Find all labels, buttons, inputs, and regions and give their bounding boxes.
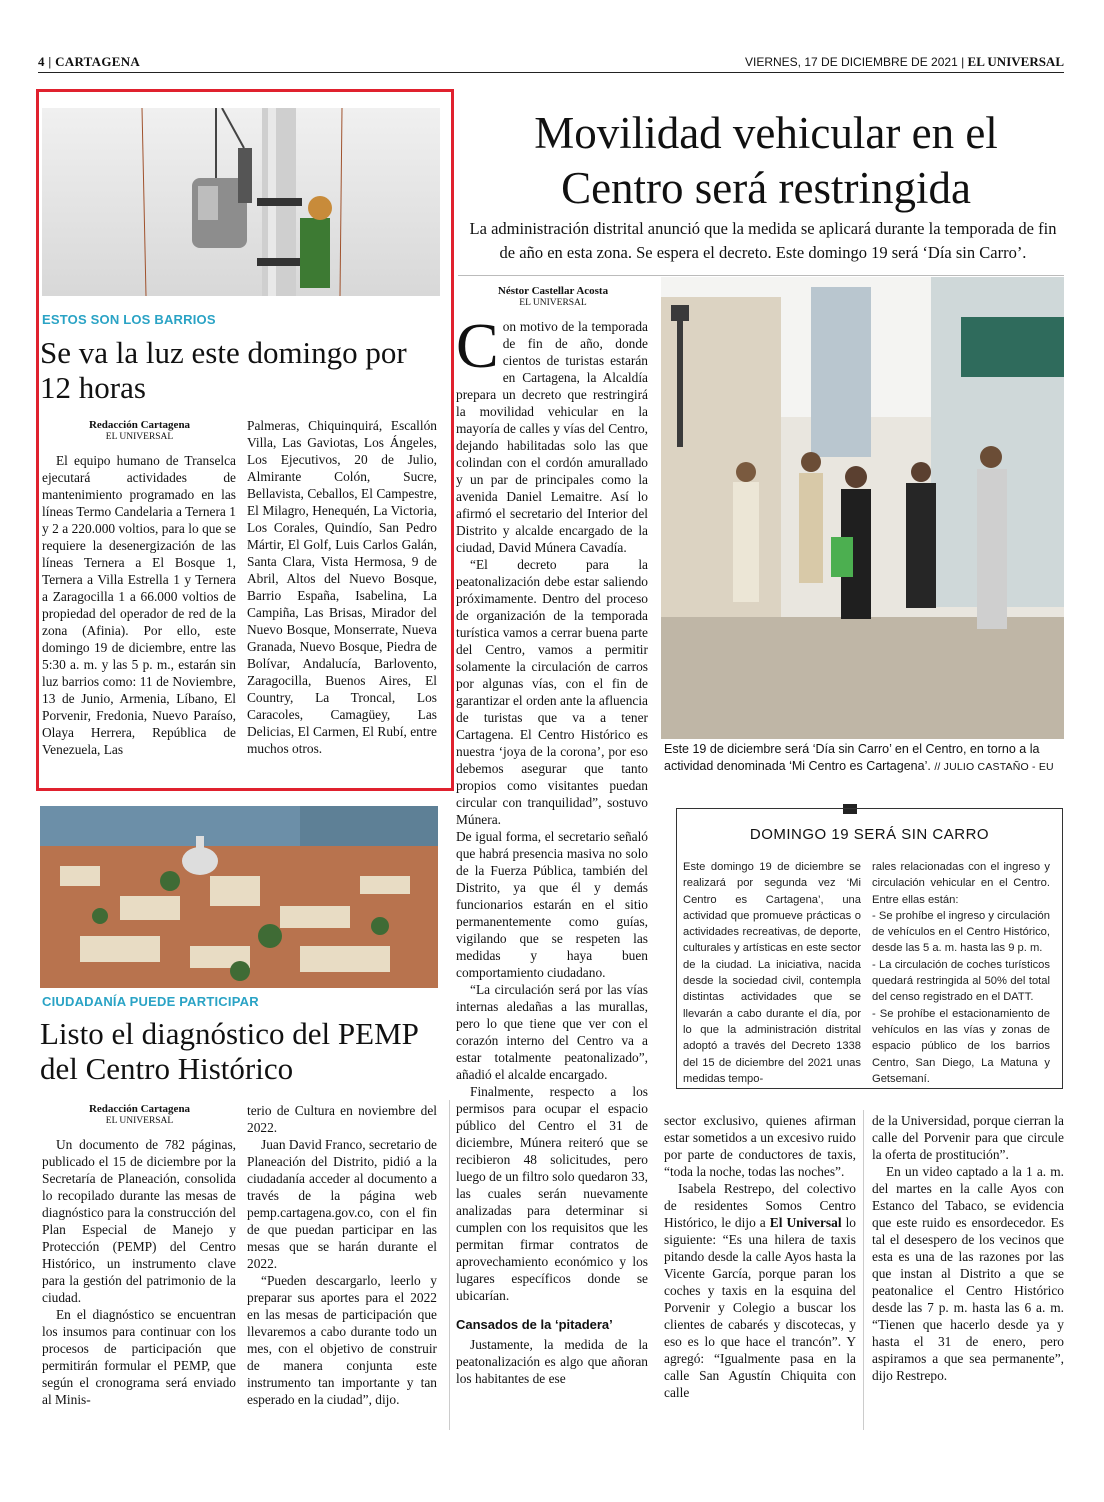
photo-caption (664, 741, 1064, 776)
movilidad-paragraph-2: “El decreto para la peatonalización debe estar saliendo próximamente. Dentro del proceso de organización de la temporada turística vamos a cerrar buena parte del Centro, vamos a permitir solamente la circulación de carros por algunas vías, con el fin de garantizar el orden ante la afluencia de turistas que va a tener Cartagena. El Centro Histórico es nuestra ‘joya de la corona’, por eso debemos asegurar que tanto propios como visitantes puedan circular con tranquilidad”, sostuvo Múnera. (456, 557, 648, 827)
sidebar-col-1 (683, 859, 861, 1087)
sidebar-title: DOMINGO 19 SERÁ SIN CARRO (749, 826, 990, 843)
luz-col-1 (42, 452, 236, 758)
movilidad-paragraph-10: En un video captado a la 1 a. m. del martes en la calle Ayos con Estanco del Tabaco, se evidencia que este ruido es ensordecedor. Es tal el desespero de los vecinos que esta es una de las razones por las que instan al Distrito a que se peatonalice el Centro Histórico desde las 7 p. m. hasta las 6 a. m. “Tienen que hacerlo desde ya y hasta el 31 de enero, pero aspiramos a que sea permanente”, dijo Restrepo. (872, 1164, 1064, 1383)
movilidad-paragraph-6: Justamente, la medida de la peatonalización es algo que añoran los habitantes de ese (456, 1337, 648, 1386)
movilidad-headline: Movilidad vehicular en el Centro será restringida (534, 108, 998, 213)
column-rule (863, 1110, 864, 1430)
photo-aerial-centro (40, 806, 438, 988)
deck-rule (458, 275, 1064, 276)
sidebar-bullet-3: - Se prohíbe el estacionamiento de vehículos en las vías y zonas de espacio público de los barrios Centro, San Diego, La Matuna y Getsemaní. (872, 1007, 1050, 1085)
movilidad-paragraph-7: sector exclusivo, quienes afirman estar sometidos a un excesivo ruido por parte de conductores de taxis, “toda la noche, todas las noches”. (664, 1113, 856, 1179)
header-rule (38, 72, 1064, 73)
intro-text: on motivo de la temporada de fin de año, donde cientos de turistas estarán en Cartagena, la Alcaldía prepara un decreto que restringirá la movilidad vehicular en la mayoría de calles y vías del Centro, dejando habilitadas solo las que colindan con el cordón amurallado y un par de principales como la avenida Daniel Lemaitre. Así lo afirmó el secretario del Interior del Distrito y alcalde encargado de la ciudad, David Múnera Cavadía. (456, 319, 648, 555)
pemp-paragraph-4: Juan David Franco, secretario de Planeación del Distrito, pidió a la ciudadanía acceder al documento a través de la página web pemp.cartagena.gov.co, con el fin de que puedan participar en las mesas que se harán durante el 2022. (247, 1137, 437, 1271)
quote-post: lo siguiente: “Es una hilera de taxis pitando desde la calle Ayos hasta la Vicente García, porque paran los coches y taxis en la esquina del Porvenir y Colegio a buscar los clientes de cabarés y discotecas, y eso es lo que hace el trancón”. Y agregó: “Igualmente pasa en la calle San Agustín Chiquita con calle (664, 1215, 857, 1400)
pemp-byline (42, 1103, 237, 1127)
column-rule (449, 1100, 450, 1430)
luz-byline (42, 419, 237, 443)
movilidad-paragraph-5: Finalmente, respecto a los permisos para ocupar el espacio público del Centro el 31 de diciembre, Múnera reiteró que se recibieron 48 solicitudes, pero luego de un filtro solo quedaron 33, las cuales serán nuevamente analizadas para determinar si cumplen con los requisitos que les permitan firmar contratos de aprovechamiento económico y los lugares específicos donde se ubicarían. (456, 1084, 648, 1303)
quote-paper: El Universal (769, 1215, 842, 1230)
movilidad-intro (456, 310, 648, 556)
luz-byline-org: EL UNIVERSAL (105, 432, 174, 442)
sidebar-col-2 (872, 859, 1050, 1087)
paper-name: EL UNIVERSAL (967, 54, 1064, 69)
movilidad-col-1 (456, 310, 648, 1387)
movilidad-byline-name: Néstor Castellar Acosta (497, 285, 609, 297)
movilidad-paragraph-4: “La circulación será por las vías internas aledañas a las murallas, pero lo que tiene que ver con el corazón interno del Centro va a estar totalmente peatonalizado”, añadió el alcalde encargado. (456, 982, 648, 1082)
pemp-paragraph-1: Un documento de 782 páginas, publicado el 15 de diciembre por la Secretaría de Planeación, consolida lo recopilado durante las mesas de diagnóstico para la construcción del Plan Especial de Manejo y Protección (PEMP) del Centro Histórico, un instrumento clave para la gestión del patrimonio de la ciudad. (42, 1137, 236, 1305)
pemp-paragraph-3: terio de Cultura en noviembre del 2022. (247, 1103, 437, 1135)
luz-paragraph: El equipo humano de Transelca ejecutará actividades de mantenimiento programado en las líneas Termo Candelaria a Ternera 1 y 2 a 220.000 voltios, para lo que se requiere la desenergización de las líneas Ternera a El Bosque 1, Ternera a Villa Estrella 1 y Ternera a Zaragocilla 1 a 66.000 voltios de propiedad del operador de red de la zona (Afinia). Por ello, este domingo 19 de diciembre, entre las 5:30 a. m. y las 5 p. m., estarán sin luz barrios como: 11 de Noviembre, 13 de Junio, Armenia, Líbano, El Porvenir, Fredonia, Nuevo Paraíso, Olaya Herrera, República de Venezuela, Las (42, 453, 236, 757)
pemp-kicker: CIUDADANÍA PUEDE PARTICIPAR (42, 994, 259, 1009)
sidebar-box (676, 808, 1063, 1089)
page-section: 4 | CARTAGENA (38, 54, 141, 69)
quote-pre: Isabela Restrepo, del colectivo de residentes Somos Centro Histórico, le dijo a (664, 1181, 856, 1230)
pemp-byline-org: EL UNIVERSAL (105, 1116, 174, 1126)
photo-power-pole (42, 108, 440, 296)
movilidad-byline (458, 285, 648, 309)
dropcap: C (456, 310, 499, 381)
luz-col-2 (247, 417, 437, 757)
movilidad-paragraph-8 (664, 1180, 856, 1401)
subhead-pitadera: Cansados de la ‘pitadera’ (456, 1317, 613, 1332)
sidebar-bullet-2: - La circulación de coches turísticos quedará restringida al 50% del total del censo registrado en el DATT. (872, 958, 1050, 1004)
sidebar-text-2: rales relacionadas con el ingreso y circulación vehicular en el Centro. Entre ellas están: (872, 861, 1050, 906)
movilidad-paragraph-3: De igual forma, el secretario señaló que habrá presencia masiva no solo de la Fuerza Pública, también del Distrito, ya que él y demás funcionarios estarán en el sitio permanentemente como guías, vigilando que se respeten las medidas y haya buen comportamiento ciudadano. (456, 829, 648, 980)
date-text: VIERNES, 17 DE DICIEMBRE DE 2021 | (745, 55, 965, 69)
pemp-byline-name: Redacción Cartagena (88, 1103, 191, 1115)
page-date (745, 54, 1064, 70)
movilidad-byline-org: EL UNIVERSAL (519, 298, 587, 308)
caption-text: Este 19 de diciembre será ‘Día sin Carro’ en el Centro, en torno a la actividad denominada ‘Mi Centro es Cartagena’. (664, 742, 1040, 773)
sidebar-bullet-1: - Se prohíbe el ingreso y circulación de vehículos en el Centro Histórico, desde las 5 a. m. hasta las 9 p. m. (872, 909, 1050, 955)
luz-paragraph-2: Palmeras, Chiquinquirá, Escallón Villa, Las Gaviotas, Los Ángeles, Los Ejecutivos, 20 de Julio, Almirante Colón, Sucre, Bellavista, Ceballos, El Campestre, El Milagro, Henequén, La Victoria, Los Corales, Quindío, San Pedro Mártir, El Golf, Luis Carlos Galán, Santa Clara, Vista Hermosa, 9 de Abril, Altos del Nuevo Bosque, Barrio España, Isabelina, La Campiña, Las Brisas, Mirador del Nuevo Bosque, Monserrate, Nueva Granada, Nuevo Bosque, Piedra de Bolívar, Andalucía, Barlovento, Zaragocilla, Buenos Aires, El Country, La Troncal, Los Caracoles, Camagüey, Las Delicias, El Carmen, El Rubí, entre muchos otros. (247, 418, 437, 756)
pemp-col-1 (42, 1136, 236, 1408)
movilidad-col-3 (872, 1112, 1064, 1384)
photo-street-centro (661, 277, 1064, 739)
pemp-col-2 (247, 1102, 437, 1408)
sidebar-text-1: Este domingo 19 de diciembre se realizará por segunda vez ‘Mi Centro es Cartagena’, una actividad que promueve prácticas o actividades recreativas, de deporte, culturales y artísticas en este sector de la ciudad. La iniciativa, nacida desde la sociedad civil, contempla distintas actividades que se llevarán a cabo durante el día, por lo que la administración distrital adoptó a través del Decreto 1338 del 15 de diciembre del 2021 unas medidas tempo- (683, 861, 861, 1085)
pemp-paragraph-2: En el diagnóstico se encuentran los insumos para continuar con los procesos de participación que permitirán formular el PEMP, que según el cronograma será enviado al Minis- (42, 1307, 236, 1407)
movilidad-deck: La administración distrital anunció que la medida se aplicará durante la temporada de fin de año en esta zona. Se espera el decreto. Este domingo 19 será ‘Día sin Carro’. (469, 219, 1057, 262)
movilidad-paragraph-9: de la Universidad, porque cierran la calle del Porvenir para que circule la oferta de prostitución”. (872, 1113, 1064, 1162)
luz-byline-name: Redacción Cartagena (88, 419, 191, 431)
pemp-headline: Listo el diagnóstico del PEMP del Centro Histórico (40, 1016, 418, 1086)
photo-credit: // JULIO CASTAÑO - EU (934, 761, 1054, 773)
luz-headline: Se va la luz este domingo por 12 horas (40, 335, 407, 405)
movilidad-col-2 (664, 1112, 856, 1401)
luz-kicker: ESTOS SON LOS BARRIOS (42, 312, 216, 327)
pemp-paragraph-5: “Pueden descargarlo, leerlo y preparar sus aportes para el 2022 en las mesas de participación que llevaremos a cabo durante todo un mes, con el objetivo de construir de manera conjunta este instrumento tan importante y tan esperado en la ciudad”, dijo. (247, 1273, 437, 1407)
